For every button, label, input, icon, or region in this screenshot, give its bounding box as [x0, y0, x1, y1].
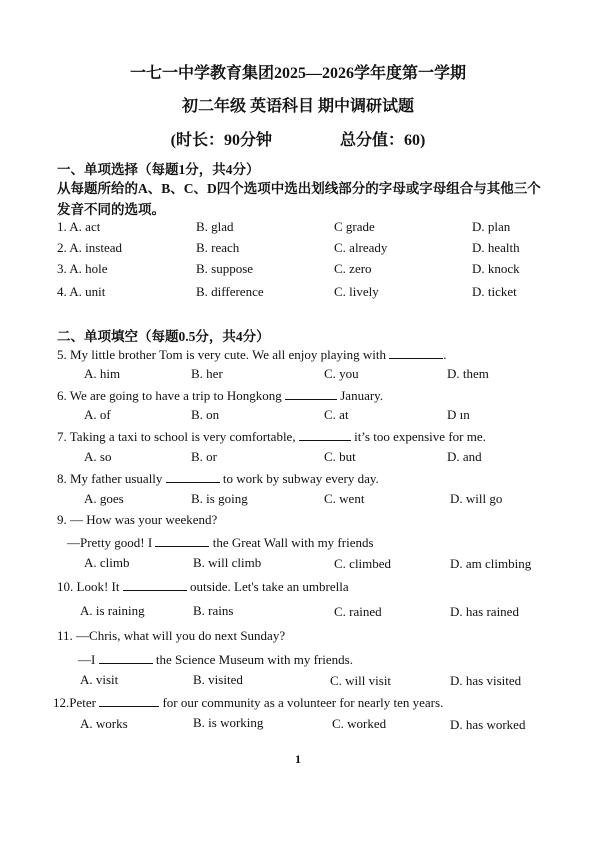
q2-option-d: D. health [472, 240, 520, 255]
q9-option-c: C. climbed [334, 556, 392, 571]
q11-text-end: the Science Museum with my friends. [152, 652, 353, 667]
q11-stem [78, 651, 353, 668]
q11-text: —I [78, 652, 99, 667]
section2-heading: 二、单项填空（每题0.5分，共4分） [57, 329, 270, 344]
q1-option-d: D. plan [472, 219, 511, 234]
q5-stem [57, 346, 447, 363]
q8-text-end: to work by subway every day. [219, 471, 379, 486]
q5-option-a: A. him [84, 366, 121, 381]
q5-text: 5. My little brother Tom is very cute. We all enjoy playing with [57, 347, 390, 362]
q10-option-b: B. rains [193, 603, 234, 618]
q12-blank [99, 694, 159, 707]
q7-text-end: it’s too expensive for me. [350, 429, 486, 444]
exam-title: 初二年级 英语科目 期中调研试题 [181, 98, 414, 115]
q6-blank [285, 387, 337, 400]
q7-option-c: C. but [324, 449, 356, 464]
q3-option-c: C. zero [334, 261, 372, 276]
q4-option-a: 4. A. unit [57, 284, 106, 299]
q6-option-a: A. of [84, 407, 111, 422]
q3-option-d: D. knock [472, 261, 520, 276]
q12-option-a: A. works [80, 716, 128, 731]
q11-dialog-line1: 11. —Chris, what will you do next Sunday? [57, 628, 286, 643]
q8-option-d: D. will go [450, 491, 503, 506]
q7-option-d: D. and [447, 449, 482, 464]
q2-option-c: C. already [334, 240, 388, 255]
q10-text: 10. Look! It [57, 579, 123, 594]
q12-stem [53, 694, 443, 711]
q3-option-b: B. suppose [196, 261, 254, 276]
q6-text-end: January. [336, 388, 384, 403]
school-title: 一七一中学教育集团2025—2026学年度第一学期 [129, 65, 466, 82]
section1-heading: 一、单项选择（每题1分，共4分） [57, 162, 260, 177]
q12-text: 12.Peter [53, 695, 100, 710]
q10-blank [123, 578, 187, 591]
q10-option-c: C. rained [334, 604, 382, 619]
exam-duration: (时长：90分钟 [170, 132, 272, 149]
q8-option-a: A. goes [84, 491, 124, 506]
q9-option-b: B. will climb [193, 555, 262, 570]
q8-option-c: C. went [324, 491, 365, 506]
q5-blank [389, 346, 443, 359]
q11-blank [99, 651, 153, 664]
q1-option-a: 1. A. act [57, 219, 101, 234]
section1-instruction: 从每题所给的A、B、C、D四个选项中选出划线部分的字母或字母组合与其他三个发音不同的选项。 [57, 181, 541, 217]
q1-option-b: B. glad [196, 219, 234, 234]
q6-text: 6. We are going to have a trip to Hongkong [57, 388, 285, 403]
q6-option-b: B. on [191, 407, 220, 422]
q10-option-a: A. is raining [80, 603, 145, 618]
exam-total-score: 总分值：60) [340, 132, 426, 149]
page-number: 1 [295, 752, 301, 766]
q5-option-d: D. them [447, 366, 489, 381]
q8-stem [57, 470, 379, 487]
q6-stem [57, 387, 383, 404]
q11-option-d: D. has visited [450, 673, 522, 688]
q11-option-c: C. will visit [330, 673, 392, 688]
q7-option-a: A. so [84, 449, 112, 464]
q12-option-c: C. worked [332, 716, 387, 731]
q12-option-d: D. has worked [450, 717, 526, 732]
q9-option-a: A. climb [84, 555, 130, 570]
q2-option-b: B. reach [196, 240, 240, 255]
q1-option-c: C grade [334, 219, 375, 234]
q5-text-end: . [443, 347, 447, 362]
q4-option-b: B. difference [196, 284, 264, 299]
q9-dialog-line1: 9. — How was your weekend? [57, 512, 218, 527]
q9-text-end: the Great Wall with my friends [209, 535, 374, 550]
q7-text: 7. Taking a taxi to school is very comfortable, [57, 429, 299, 444]
q11-option-a: A. visit [80, 672, 119, 687]
q7-blank [299, 428, 351, 441]
q9-stem [67, 534, 374, 551]
q6-option-c: C. at [324, 407, 349, 422]
q2-option-a: 2. A. instead [57, 240, 122, 255]
q6-option-d: D ın [447, 407, 470, 422]
q10-stem [57, 578, 349, 595]
q8-blank [166, 470, 220, 483]
q11-option-b: B. visited [193, 672, 243, 687]
q4-option-d: D. ticket [472, 284, 517, 299]
q8-text: 8. My father usually [57, 471, 166, 486]
q9-option-d: D. am climbing [450, 556, 532, 571]
q7-stem [57, 428, 486, 445]
q9-text: —Pretty good! I [67, 535, 156, 550]
q12-text-end: for our community as a volunteer for nearly ten years. [159, 695, 444, 710]
q10-text-end: outside. Let's take an umbrella [186, 579, 349, 594]
exam-meta [0, 127, 596, 150]
q4-option-c: C. lively [334, 284, 379, 299]
q10-option-d: D. has rained [450, 604, 519, 619]
q5-option-c: C. you [324, 366, 359, 381]
q3-option-a: 3. A. hole [57, 261, 108, 276]
q5-option-b: B. her [191, 366, 223, 381]
q12-option-b: B. is working [193, 715, 264, 730]
q9-blank [155, 534, 209, 547]
q8-option-b: B. is going [191, 491, 248, 506]
q7-option-b: B. or [191, 449, 217, 464]
